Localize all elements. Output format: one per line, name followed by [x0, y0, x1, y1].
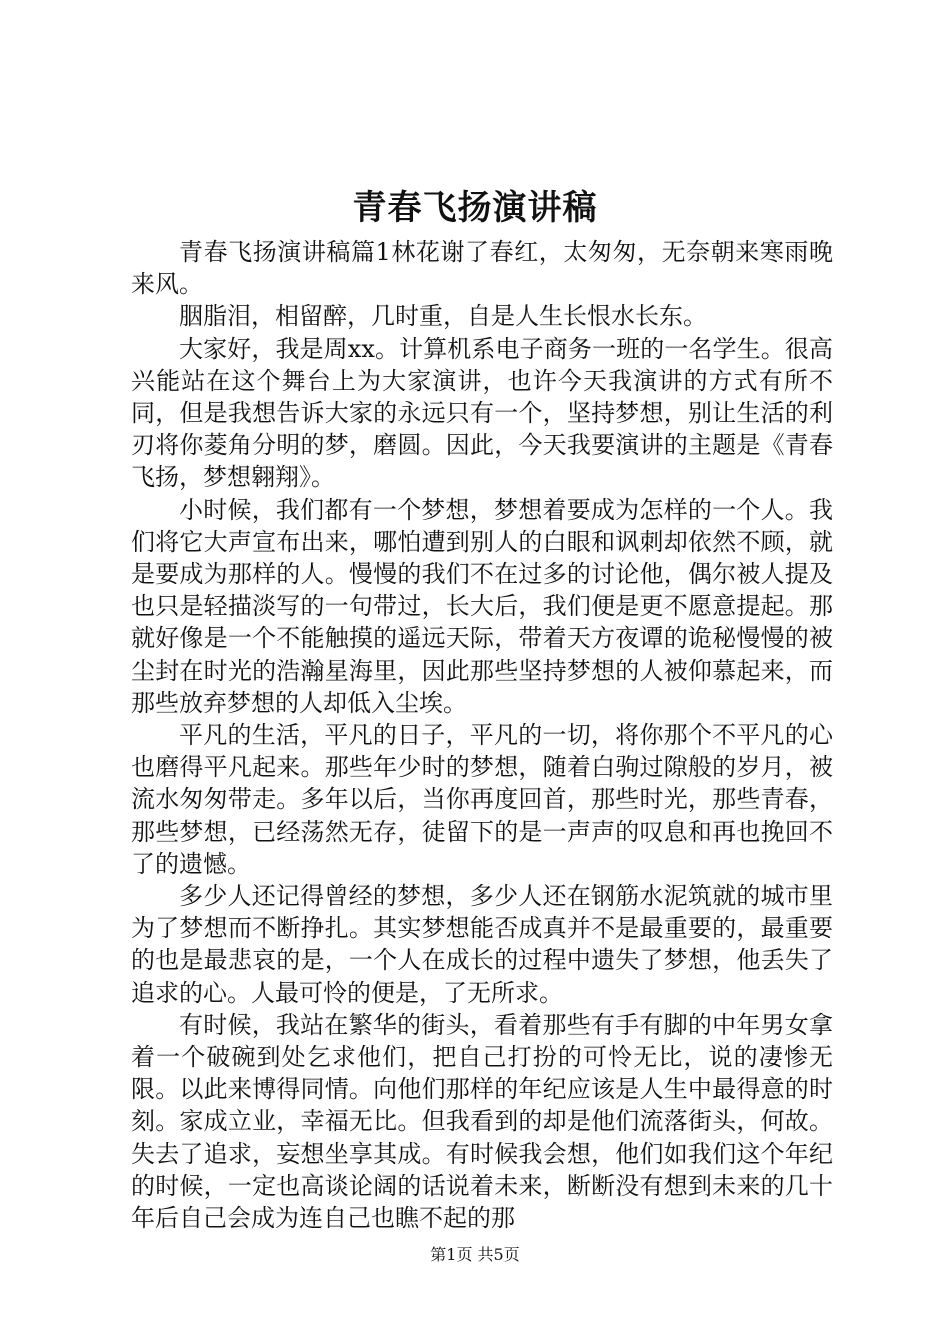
- paragraph-4: 小时候，我们都有一个梦想，梦想着要成为怎样的一个人。我们将它大声宣布出来，哪怕遭到别人的白眼和讽刺却依然不顾，就是要成为那样的人。慢慢的我们不在过多的讨论他，偶尔被人提及也只是轻描淡写的一句带过，长大后，我们便是更不愿意提起。那就好像是一个不能触摸的遥远天际，带着天方夜谭的诡秘慢慢的被尘封在时光的浩瀚星海里，因此那些坚持梦想的人被仰慕起来，而那些放弃梦想的人却低入尘埃。: [131, 495, 833, 717]
- paragraph-2: 胭脂泪，相留醉，几时重，自是人生长恨水长东。: [179, 302, 707, 331]
- paragraph-5: 平凡的生活，平凡的日子，平凡的一切，将你那个不平凡的心也磨得平凡起来。那些年少时的梦想，随着白驹过隙般的岁月，被流水匆匆带走。多年以后，当你再度回首，那些时光，那些青春，那些梦想，已经荡然无存，徒留下的是一声声的叹息和再也挽回不了的遗憾。: [131, 721, 833, 878]
- document-title: 青春飞扬演讲稿: [352, 188, 598, 228]
- paragraph-1: 青春飞扬演讲稿篇1林花谢了春红，太匆匆，无奈朝来寒雨晚来风。: [131, 238, 833, 299]
- paragraph-6: 多少人还记得曾经的梦想，多少人还在钢筋水泥筑就的城市里为了梦想而不断挣扎。其实梦想能否成真并不是最重要的，最重要的也是最悲哀的是，一个人在成长的过程中遗失了梦想，他丢失了追求的心。人最可怜的便是，了无所求。: [131, 882, 833, 1007]
- document-body: [131, 236, 833, 1234]
- paragraph-3: 大家好，我是周xx。计算机系电子商务一班的一名学生。很高兴能站在这个舞台上为大家演讲，也许今天我演讲的方式有所不同，但是我想告诉大家的永远只有一个，坚持梦想，别让生活的利刃将你菱角分明的梦，磨圆。因此，今天我要演讲的主题是《青春飞扬，梦想翱翔》。: [131, 334, 833, 492]
- paragraph-7: 有时候，我站在繁华的街头，看着那些有手有脚的中年男女拿着一个破碗到处乞求他们，把自己打扮的可怜无比，说的凄惨无限。以此来博得同情。向他们那样的年纪应该是人生中最得意的时刻。家成立业，幸福无比。但我看到的却是他们流落街头，何故。失去了追求，妄想坐享其成。有时候我会想，他们如我们这个年纪的时候，一定也高谈论阔的话说着未来，断断没有想到未来的几十年后自己会成为连自己也瞧不起的那: [131, 1010, 833, 1233]
- page-footer: 第1页 共5页: [430, 1245, 520, 1264]
